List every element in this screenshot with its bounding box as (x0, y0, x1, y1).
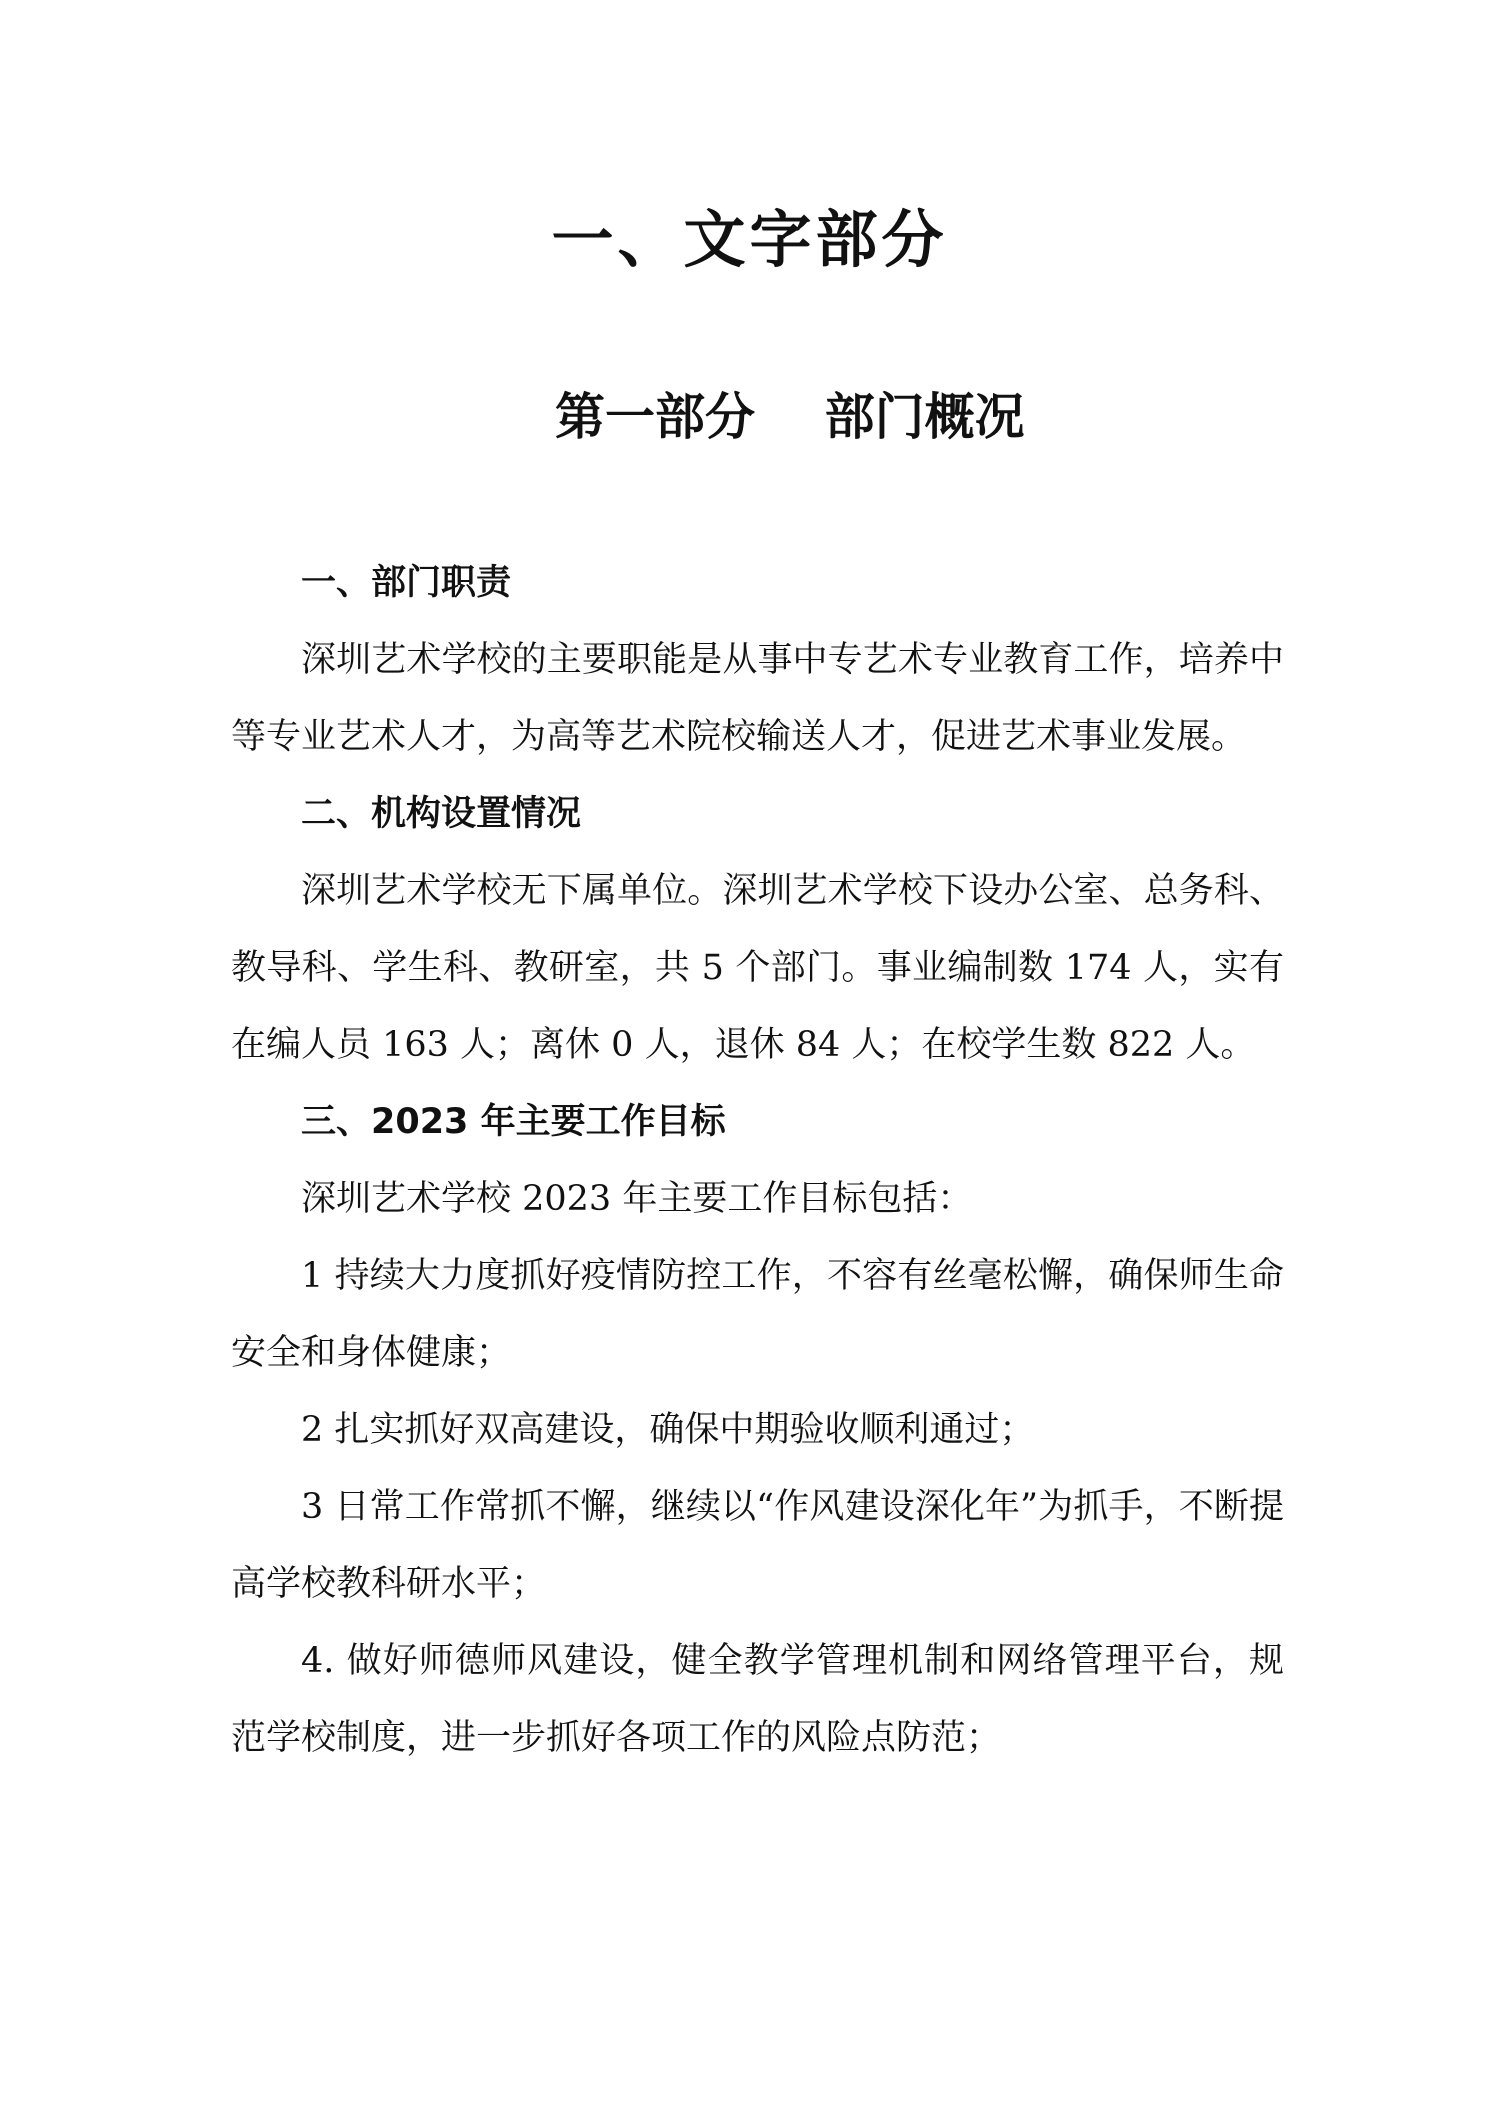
document-title: 一、文字部分 (551, 203, 948, 276)
goal-item-2: 2 扎实抓好双高建设，确保中期验收顺利通过； (301, 1410, 1035, 1450)
section-heading-goals: 三、2023 年主要工作目标 (301, 1102, 726, 1142)
paragraph-goals-intro: 深圳艺术学校 2023 年主要工作目标包括： (301, 1179, 973, 1219)
section-heading-duties: 一、部门职责 (301, 563, 512, 603)
section-heading-organization: 二、机构设置情况 (301, 794, 582, 834)
goal-item-4: 4. 做好师德师风建设，健全教学管理机制和网络管理平台，规范学校制度，进一步抓好各项工作的风险点防范； (231, 1641, 1284, 1758)
part-title: 第一部分 部门概况 (555, 388, 1025, 446)
goal-item-3: 3 日常工作常抓不懈，继续以“作风建设深化年”为抓手，不断提高学校教科研水平； (231, 1487, 1284, 1604)
paragraph-duties: 深圳艺术学校的主要职能是从事中专艺术专业教育工作，培养中等专业艺术人才，为高等艺术院校输送人才，促进艺术事业发展。 (231, 640, 1284, 757)
paragraph-organization: 深圳艺术学校无下属单位。深圳艺术学校下设办公室、总务科、教导科、学生科、教研室，共 5 个部门。事业编制数 174 人，实有在编人员 163 人；离休 0 人，退休 84 人；在校学生数 822 人。 (231, 871, 1284, 1065)
document-body (231, 545, 1284, 1777)
goal-item-1: 1 持续大力度抓好疫情防控工作，不容有丝毫松懈，确保师生命安全和身体健康； (231, 1256, 1284, 1373)
